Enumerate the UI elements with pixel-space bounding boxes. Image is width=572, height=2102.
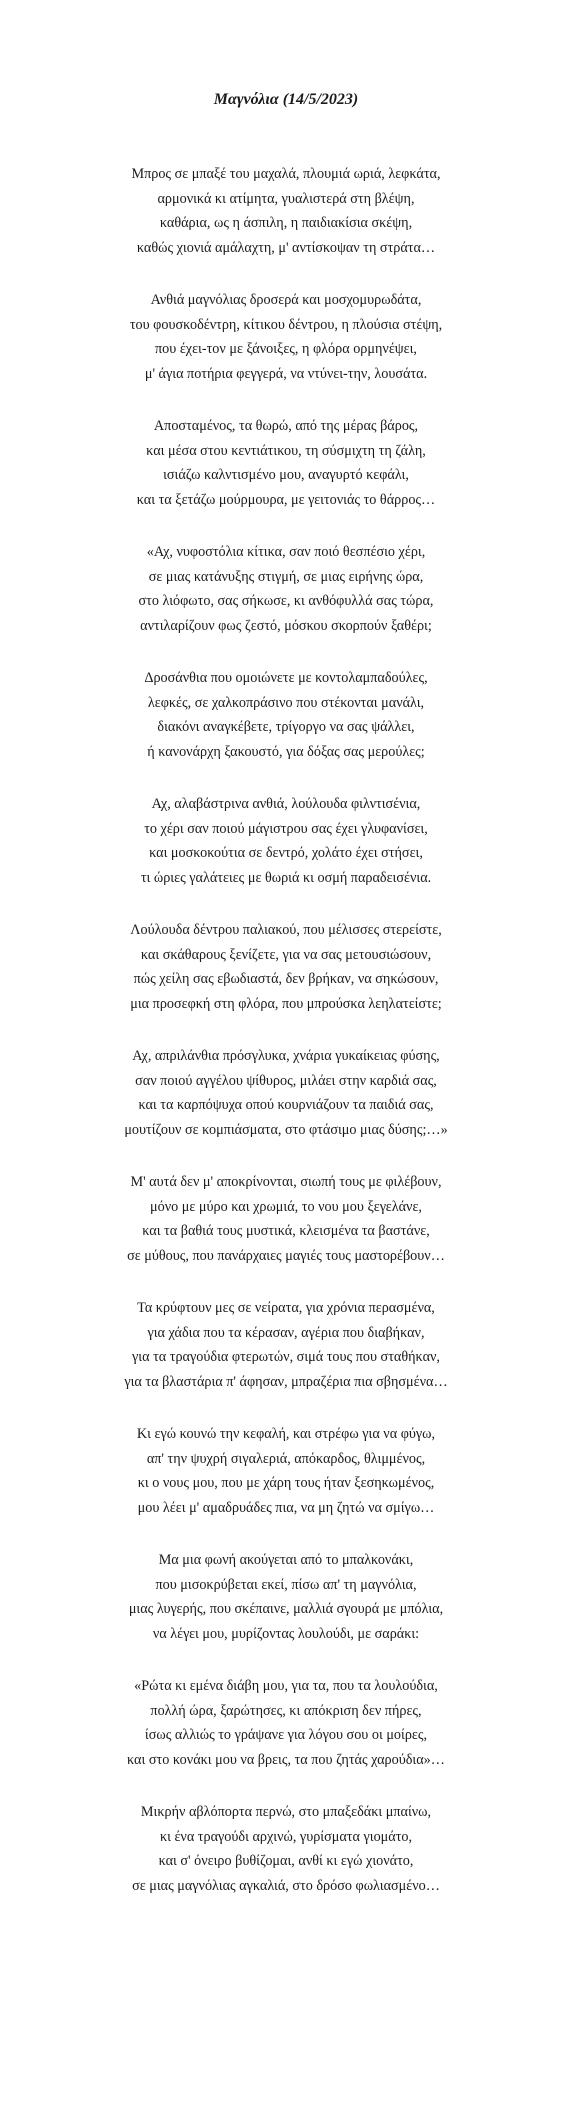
verse-line: και μέσα στου κεντιάτικου, τη σύσμιχτη τη ζάλη, <box>146 442 426 459</box>
verse-line: Λούλουδα δέντρου παλιακού, που μέλισσες στερείστε, <box>130 922 442 938</box>
verse-line: μια προσεφκή στη φλόρα, που μπρούσκα λεηλατείστε; <box>130 995 442 1012</box>
verse-line: και τα ξετάζω μούρμουρα, με γειτονιάς το θάρρος… <box>136 491 436 508</box>
verse-line: και μοσκοκούτια σε δεντρό, χολάτο έχει στήσει, <box>149 845 423 861</box>
verse-line: Μπρος σε μπαξέ του μαχαλά, πλουμιά ωριά, λεφκάτα, <box>131 166 441 182</box>
verse-line: μόνο με μύρο και χρωμιά, το νου μου ξεγελάνε, <box>150 1198 422 1215</box>
verse-line: σε μιας μαγνόλιας αγκαλιά, στο δρόσο φωλιασμένο… <box>132 1877 440 1894</box>
verse-line: μιας λυγερής, που σκέπαινε, μαλλιά σγουρά με μπόλια, <box>128 1601 444 1617</box>
poem-title: Μαγνόλια (14/5/2023) <box>213 91 359 108</box>
verse-line: πολλή ώρα, ξαρώτησες, κι απόκριση δεν πήρες, <box>150 1702 422 1719</box>
stanza <box>0 1548 572 1646</box>
verse-line: αντιλαρίζουν φως ζεστό, μόσκου σκορπούν ξαθέρι; <box>140 617 432 634</box>
verse-line: και στο κονάκι μου να βρεις, τα που ζητάς χαρούδια»… <box>127 1751 445 1768</box>
verse-line: ισιάζω καλντισμένο μου, αναγυρτό κεφάλι, <box>163 467 409 483</box>
verse-line: «Αχ, νυφοστόλια κίτικα, σαν ποιό θεσπέσιο χέρι, <box>146 544 426 560</box>
verse-line: για τα τραγούδια φτερωτών, σιμά τους που σταθήκαν, <box>132 1349 440 1365</box>
stanza <box>0 1296 572 1394</box>
verse-line: απ' την ψυχρή σιγαλεριά, απόκαρδος, θλιμμένος, <box>146 1450 426 1467</box>
verse-line: Κι εγώ κουνώ την κεφαλή, και στρέφω για να φύγω, <box>136 1426 436 1442</box>
verse-line: που έχει-τον με ξάνοιξες, η φλόρα ορμηνέψει, <box>155 341 417 357</box>
stanza <box>0 414 572 512</box>
verse-line: αρμονικά κι ατίμητα, γυαλιστερά στη βλέψη, <box>157 190 415 207</box>
verse-line: καθώς χιονιά αμάλαχτη, μ' αντίσκοψαν τη στράτα… <box>136 239 436 256</box>
verse-line: καθάρια, ως η άσπιλη, η παιδιακίσια σκέψη, <box>159 215 413 231</box>
verse-line: για τα βλαστάρια π' άφησαν, μπραζέρια πια σβησμένα… <box>124 1373 448 1390</box>
verse-line: σε μύθους, που πανάρχαιες μαγιές τους μαστορέβουν… <box>127 1247 445 1264</box>
verse-line: Δροσάνθια που ομοιώνετε με κοντολαμπαδούλες, <box>144 670 428 686</box>
verse-line: Αποσταμένος, τα θωρώ, από της μέρας βάρος, <box>153 418 419 434</box>
stanza <box>0 1044 572 1142</box>
verse-line: Αχ, απριλάνθια πρόσγλυκα, χνάρια γυκαίκειας φύσης, <box>132 1048 440 1064</box>
verse-line: σε μιας κατάνυξης στιγμή, σε μιας ειρήνης ώρα, <box>148 568 424 585</box>
verse-line: μ' άγια ποτήρια φεγγερά, να ντύνει-την, λουσάτα. <box>144 365 428 382</box>
verse-line: Αχ, αλαβάστρινα ανθιά, λούλουδα φιλντισένια, <box>151 796 421 812</box>
verse-line: που μισοκρύβεται εκεί, πίσω απ' τη μαγνόλια, <box>155 1576 417 1593</box>
verse-line: μουτίζουν σε κομπιάσματα, στο φτάσιμο μιας δύσης;…» <box>124 1121 448 1138</box>
verse-line: Τα κρύφτουν μες σε νείρατα, για χρόνια περασμένα, <box>137 1300 435 1316</box>
verse-line: του φουσκοδέντρη, κίτικου δέντρου, η πλούσια στέψη, <box>129 316 443 333</box>
stanza <box>0 162 572 260</box>
verse-line: Μα μια φωνή ακούγεται από το μπαλκονάκι, <box>158 1552 414 1568</box>
verse-line: πώς χείλη σας εβωδιαστά, δεν βρήκαν, να σηκώσουν, <box>133 971 439 987</box>
verse-line: διακόνι αναγκέβετε, τρίγοργο να σας ψάλλει, <box>157 719 415 735</box>
verse-line: και τα καρπόψυχα οπού κουρνιάζουν τα παιδιά σας, <box>138 1097 434 1113</box>
stanza <box>0 540 572 638</box>
verse-line: Ανθιά μαγνόλιας δροσερά και μοσχομυρωδάτα, <box>150 292 422 308</box>
verse-line: να λέγει μου, μυρίζοντας λουλούδι, με σαράκι: <box>152 1625 420 1642</box>
verse-line: για χάδια που τα κέρασαν, αγέρια που διαβήκαν, <box>147 1324 425 1341</box>
stanza <box>0 1674 572 1772</box>
stanza <box>0 1170 572 1268</box>
verse-line: και σκάθαρους ξενίζετε, για να σας μετουσιώσουν, <box>140 946 432 963</box>
verse-line: «Ρώτα κι εμένα διάβη μου, για τα, που τα λουλούδια, <box>134 1678 438 1694</box>
verse-line: και σ' όνειρο βυθίζομαι, ανθί κι εγώ χιονάτο, <box>158 1853 414 1869</box>
verse-line: λεφκές, σε χαλκοπράσινο που στέκονται μανάλι, <box>147 694 425 711</box>
verse-line: σαν ποιού αγγέλου ψίθυρος, μιλάει στην καρδιά σας, <box>135 1072 437 1089</box>
verse-line: ή κανονάρχη ξακουστό, για δόξας σας μερούλες; <box>147 743 425 760</box>
verse-line: κι ένα τραγούδι αρχινώ, γυρίσματα γιομάτο, <box>159 1828 413 1845</box>
verse-line: και τα βαθιά τους μυστικά, κλεισμένα τα βαστάνε, <box>142 1223 430 1239</box>
verse-line: ίσως αλλιώς το γράψανε για λόγου σου οι μοίρες, <box>144 1727 428 1743</box>
verse-line: τι ώριες γαλάτειες με θωριά κι οσμή παραδεισένια. <box>140 869 432 886</box>
stanza <box>0 1422 572 1520</box>
stanza <box>0 288 572 386</box>
verse-line: κι ο νους μου, που με χάρη τους ήταν ξεσηκωμένος, <box>137 1475 435 1491</box>
verse-line: μου λέει μ' αμαδρυάδες πια, να μη ζητώ να σμίγω… <box>137 1499 435 1516</box>
poem-body <box>0 162 572 1926</box>
verse-line: Μικρήν αβλόπορτα περνώ, στο μπαξεδάκι μπαίνω, <box>140 1804 432 1820</box>
verse-line: το χέρι σαν ποιού μάγιστρου σας έχει γλυφανίσει, <box>144 820 428 837</box>
stanza <box>0 666 572 764</box>
verse-line: Μ' αυτά δεν μ' αποκρίνονται, σιωπή τους με φιλέβουν, <box>130 1174 442 1190</box>
stanza <box>0 918 572 1016</box>
verse-line: στο λιόφωτο, σας σήκωσε, κι ανθόφυλλά σας τώρα, <box>138 593 434 609</box>
stanza <box>0 1800 572 1898</box>
stanza <box>0 792 572 890</box>
